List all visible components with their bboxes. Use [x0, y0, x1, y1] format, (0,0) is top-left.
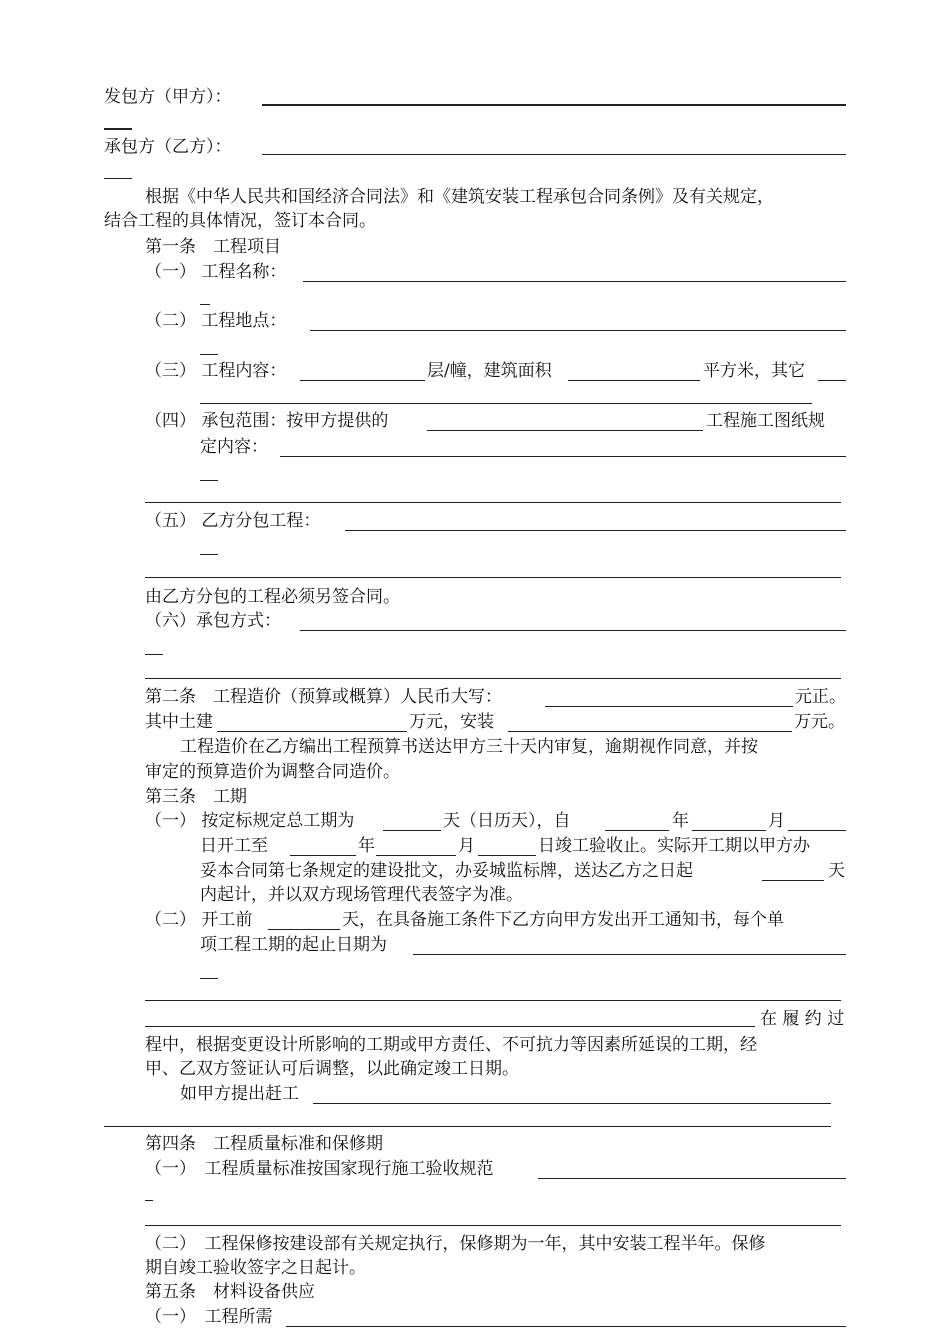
intro-line-2: 结合工程的具体情况，签订本合同。	[104, 211, 376, 231]
project-name-blank-tail	[200, 304, 210, 305]
project-location-blank[interactable]	[310, 330, 846, 331]
civil-amount-blank[interactable]	[217, 731, 407, 732]
area-blank[interactable]	[568, 380, 700, 381]
budget-para-line-1: 工程造价在乙方编出工程预算书送达甲方三十天内审复，逾期视作同意，并按	[180, 737, 758, 757]
rush-blank[interactable]	[313, 1103, 831, 1104]
start-count-text: 内起计，并以双方现场管理代表签字为准。	[200, 885, 523, 905]
delay-text-2: 甲、乙双方签证认可后调整，以此确定竣工日期。	[145, 1059, 519, 1079]
scope-content-blank[interactable]	[280, 456, 846, 457]
amount-yuan: 元正。	[795, 687, 846, 707]
period-line-1[interactable]	[145, 1000, 841, 1001]
floors-blank[interactable]	[300, 380, 425, 381]
intro-line-1: 根据《中华人民共和国经济合同法》和《建筑安装工程承包合同条例》及有关规定，	[145, 187, 774, 207]
project-location-label: （二） 工程地点：	[145, 311, 287, 331]
article-4-title: 第四条 工程质量标准和保修期	[145, 1134, 383, 1154]
install-amount-blank[interactable]	[508, 731, 792, 732]
end-year-text: 年	[358, 836, 375, 856]
project-location-blank-tail	[200, 354, 218, 355]
subcontract-blank[interactable]	[345, 530, 846, 531]
contract-mode-line[interactable]	[145, 678, 841, 679]
other-blank-line[interactable]	[200, 403, 812, 404]
subcontract-line[interactable]	[145, 577, 841, 578]
article-3-title: 第三条 工期	[145, 787, 247, 807]
party-a-label: 发包方（甲方）：	[104, 87, 232, 107]
quality-standard-label: （一） 工程质量标准按国家现行施工验收规范	[145, 1159, 494, 1179]
rush-label: 如甲方提出赶工	[180, 1084, 299, 1104]
quality-standard-blank[interactable]	[538, 1178, 846, 1179]
period-line-2[interactable]	[145, 1026, 755, 1027]
end-day-blank[interactable]	[478, 855, 536, 856]
scope-content-line[interactable]	[145, 502, 841, 503]
approval-text: 妥本合同第七条规定的建设批文，办妥城监标牌，送达乙方之日起	[200, 861, 693, 881]
article-1-title: 第一条 工程项目	[145, 237, 281, 257]
civil-unit: 万元，安装	[409, 712, 494, 732]
completion-text: 日竣工验收止。实际开工期以甲方办	[538, 836, 810, 856]
budget-para-line-2: 审定的预算造价为调整合同造价。	[145, 762, 400, 782]
contract-mode-blank[interactable]	[300, 630, 846, 631]
duration-days-text: 天（日历天），自	[443, 811, 571, 831]
scope-suffix: 工程施工图纸规	[706, 411, 825, 431]
party-b-blank-tail	[104, 178, 132, 179]
end-month-blank[interactable]	[376, 855, 456, 856]
start-month-blank[interactable]	[692, 830, 766, 831]
materials-label: （一） 工程所需	[145, 1307, 273, 1327]
materials-blank[interactable]	[286, 1326, 846, 1327]
delay-text-1: 程中，根据变更设计所影响的工期或甲方责任、不可抗力等因素所延误的工期，经	[145, 1035, 757, 1055]
duration-label: （一） 按定标规定总工期为	[145, 811, 355, 831]
floors-text: 层/幢，建筑面积	[427, 361, 552, 381]
subcontract-blank-tail	[200, 554, 218, 555]
article-2-title: 第二条 工程造价（预算或概算）人民币大写：	[145, 687, 502, 707]
end-year-blank[interactable]	[290, 855, 356, 856]
start-count-days-unit: 天	[828, 861, 845, 881]
party-a-blank[interactable]	[262, 104, 846, 106]
start-day-blank[interactable]	[788, 830, 846, 831]
warranty-line-1: （二） 工程保修按建设部有关规定执行，保修期为一年，其中安装工程半年。保修	[145, 1234, 766, 1254]
pre-start-label: （二） 开工前	[145, 910, 253, 930]
start-month-text: 月	[768, 811, 785, 831]
notice-text: 天，在具备施工条件下乙方向甲方发出开工通知书，每个单	[342, 910, 784, 930]
project-name-blank[interactable]	[303, 281, 846, 282]
period-blank-tail	[200, 978, 218, 979]
performance-text: 在 履 约 过	[760, 1009, 845, 1029]
quality-standard-line[interactable]	[145, 1225, 841, 1226]
contract-mode-blank-tail	[145, 654, 163, 655]
article-5-title: 第五条 材料设备供应	[145, 1282, 315, 1302]
start-count-days-blank[interactable]	[762, 880, 824, 881]
project-content-label: （三） 工程内容：	[145, 361, 287, 381]
rush-line[interactable]	[104, 1126, 831, 1127]
pre-start-days-blank[interactable]	[268, 929, 340, 930]
install-unit: 万元。	[794, 712, 845, 732]
start-day-text: 日开工至	[200, 836, 268, 856]
civil-label: 其中土建	[145, 712, 213, 732]
end-month-text: 月	[458, 836, 475, 856]
subcontract-note: 由乙方分包的工程必须另签合同。	[145, 587, 400, 607]
quality-standard-blank-tail	[145, 1200, 153, 1201]
scope-content-blank-tail	[200, 480, 218, 481]
scope-label: （四） 承包范围：按甲方提供的	[145, 411, 389, 431]
period-label: 项工程工期的起止日期为	[200, 935, 387, 955]
amount-in-words-blank[interactable]	[545, 706, 793, 707]
party-b-blank[interactable]	[262, 154, 846, 155]
party-b-label: 承包方（乙方）：	[104, 137, 232, 157]
start-year-text: 年	[672, 811, 689, 831]
scope-content-label: 定内容：	[200, 437, 268, 457]
warranty-line-2: 期自竣工验收签字之日起计。	[145, 1258, 366, 1278]
start-year-blank[interactable]	[605, 830, 669, 831]
subcontract-label: （五） 乙方分包工程：	[145, 511, 321, 531]
area-text: 平方米，其它	[703, 361, 805, 381]
other-blank[interactable]	[818, 380, 846, 381]
period-blank[interactable]	[413, 954, 846, 955]
project-name-label: （一） 工程名称：	[145, 262, 287, 282]
party-a-blank-tail	[104, 128, 132, 130]
contract-mode-label: （六）承包方式：	[145, 611, 281, 631]
scope-blank[interactable]	[427, 430, 703, 431]
total-days-blank[interactable]	[383, 830, 441, 831]
